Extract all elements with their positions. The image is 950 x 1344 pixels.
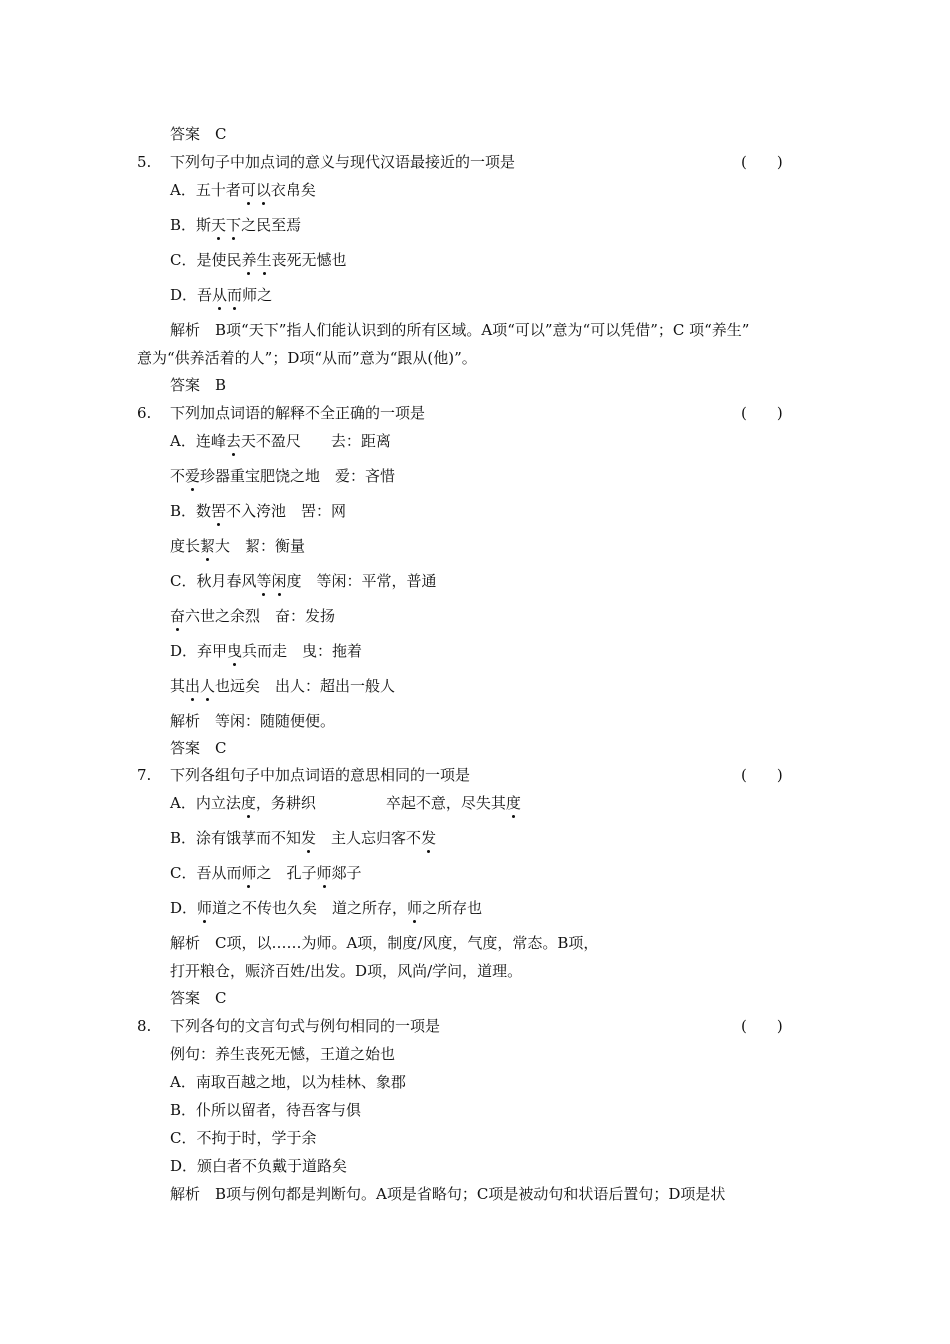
q7-option-d: D．师道之不传也久矣 道之所存，师之所存也: [170, 899, 483, 917]
q6-option-d-line1: D．弃甲曳兵而走 曳：拖着: [170, 642, 363, 660]
q8-analysis: 解析 B项与例句都是判断句。A项是省略句；C项是被动句和状语后置句；D项是状: [170, 1185, 726, 1203]
q7-stem: 下列各组句子中加点词语的意思相同的一项是: [170, 766, 471, 784]
q6-answer-paren: ( ): [741, 404, 783, 422]
q6-analysis: 解析 等闲：随随便便。: [170, 712, 336, 730]
q5-option-b: B．斯天下之民至焉: [170, 216, 302, 234]
q5-stem: 下列句子中加点词的意义与现代汉语最接近的一项是: [170, 153, 516, 171]
q6-option-b-line1: B．数罟不入洿池 罟：网: [170, 502, 347, 520]
q6-option-c-line2: 奋六世之余烈 奋：发扬: [170, 607, 336, 625]
q6-answer: 答案 C: [170, 739, 227, 757]
q7-answer-paren: ( ): [741, 766, 783, 784]
q8-option-d: D．颁白者不负戴于道路矣: [170, 1157, 348, 1175]
q8-example: 例句：养生丧死无憾，王道之始也: [170, 1045, 396, 1063]
q7-analysis-line1: 解析 C项，以……为师。A项，制度/风度，气度，常态。B项，: [170, 934, 599, 952]
q7-option-a: A．内立法度，务耕织 卒起不意，尽失其度: [170, 794, 521, 812]
q6-option-b-line2: 度长絜大 絜：衡量: [170, 537, 306, 555]
q6-number: 6.: [137, 404, 152, 422]
q4-answer: 答案 C: [170, 125, 227, 143]
q5-analysis-line2: 意为“供养活着的人”；D项“从而”意为“跟从(他)”。: [137, 349, 477, 367]
q6-option-d-line2: 其出人也远矣 出人：超出一般人: [170, 677, 396, 695]
q6-stem: 下列加点词语的解释不全正确的一项是: [170, 404, 426, 422]
q8-answer-paren: ( ): [741, 1017, 783, 1035]
q7-option-b: B．涂有饿莩而不知发 主人忘归客不发: [170, 829, 437, 847]
q5-option-d: D．吾从而师之: [170, 286, 273, 304]
q5-option-a: A．五十者可以衣帛矣: [170, 181, 316, 199]
q5-answer: 答案 B: [170, 376, 227, 394]
q6-option-a-line1: A．连峰去天不盈尺 去：距离: [170, 432, 391, 450]
q8-option-a: A．南取百越之地，以为桂林、象郡: [170, 1073, 406, 1091]
q8-stem: 下列各句的文言句式与例句相同的一项是: [170, 1017, 441, 1035]
q7-option-c: C．吾从而师之 孔子师郯子: [170, 864, 362, 882]
q7-analysis-line2: 打开粮仓，赈济百姓/出发。D项，风尚/学问，道理。: [170, 962, 523, 980]
q8-option-b: B．仆所以留者，待吾客与俱: [170, 1101, 362, 1119]
q6-option-c-line1: C．秋月春风等闲度 等闲：平常，普通: [170, 572, 437, 590]
q8-number: 8.: [137, 1017, 152, 1035]
q5-analysis-line1: 解析 B项“天下”指人们能认识到的所有区域。A项“可以”意为“可以凭借”；C 项“养生”: [170, 321, 750, 339]
q7-number: 7.: [137, 766, 152, 784]
q6-option-a-line2: 不爱珍器重宝肥饶之地 爱：吝惜: [170, 467, 396, 485]
q7-answer: 答案 C: [170, 989, 227, 1007]
q5-option-c: C．是使民养生丧死无憾也: [170, 251, 347, 269]
q5-answer-paren: ( ): [741, 153, 783, 171]
q8-option-c: C．不拘于时，学于余: [170, 1129, 317, 1147]
q5-number: 5.: [137, 153, 152, 171]
